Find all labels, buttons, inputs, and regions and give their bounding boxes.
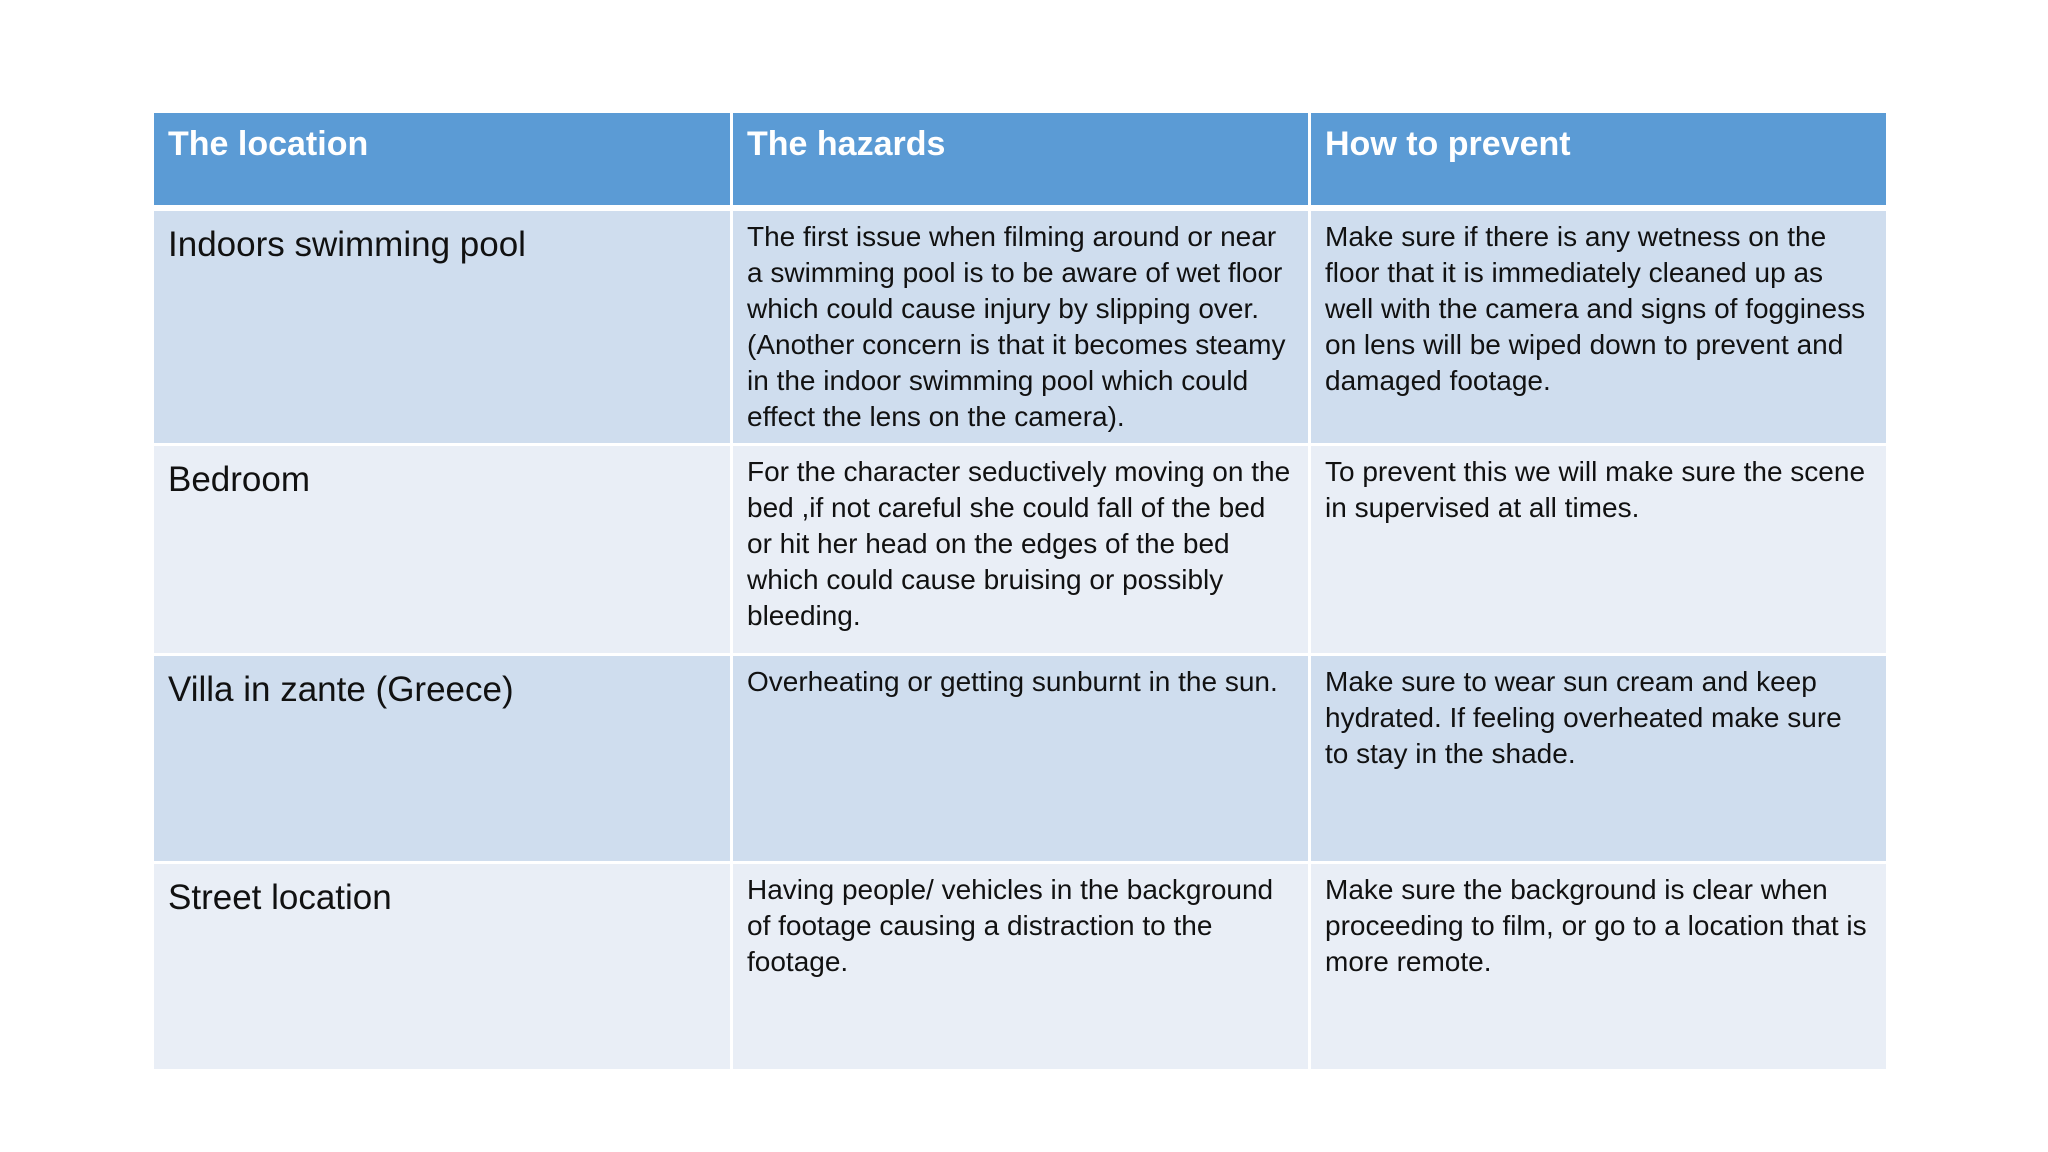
location-cell: Villa in zante (Greece) [153,654,732,862]
table-row [153,862,1888,1070]
header-hazards: The hazards [732,112,1310,208]
header-location: The location [153,112,732,208]
hazards-cell: For the character seductively moving on the bed ,if not careful she could fall of the bed or hit her head on the edges of the bed which could cause bruising or possibly bleeding. [732,444,1310,654]
hazards-cell: The first issue when filming around or near a swimming pool is to be aware of wet floor which could cause injury by slipping over. (Another concern is that it becomes steamy in the indoor swimming pool which could effect the lens on the camera). [732,208,1310,445]
header-prevent: How to prevent [1310,112,1888,208]
location-cell: Indoors swimming pool [153,208,732,445]
prevent-cell: To prevent this we will make sure the scene in supervised at all times. [1310,444,1888,654]
hazard-table [151,110,1889,1072]
table-row [153,208,1888,445]
table-row [153,444,1888,654]
location-cell: Street location [153,862,732,1070]
prevent-cell: Make sure if there is any wetness on the floor that it is immediately cleaned up as well with the camera and signs of fogginess on lens will be wiped down to prevent and damaged footage. [1310,208,1888,445]
table-row [153,654,1888,862]
hazards-cell: Having people/ vehicles in the background of footage causing a distraction to the footage. [732,862,1310,1070]
location-cell: Bedroom [153,444,732,654]
prevent-cell: Make sure to wear sun cream and keep hydrated. If feeling overheated make sure to stay in the shade. [1310,654,1888,862]
prevent-cell: Make sure the background is clear when proceeding to film, or go to a location that is more remote. [1310,862,1888,1070]
hazards-cell: Overheating or getting sunburnt in the sun. [732,654,1310,862]
header-row [153,112,1888,208]
